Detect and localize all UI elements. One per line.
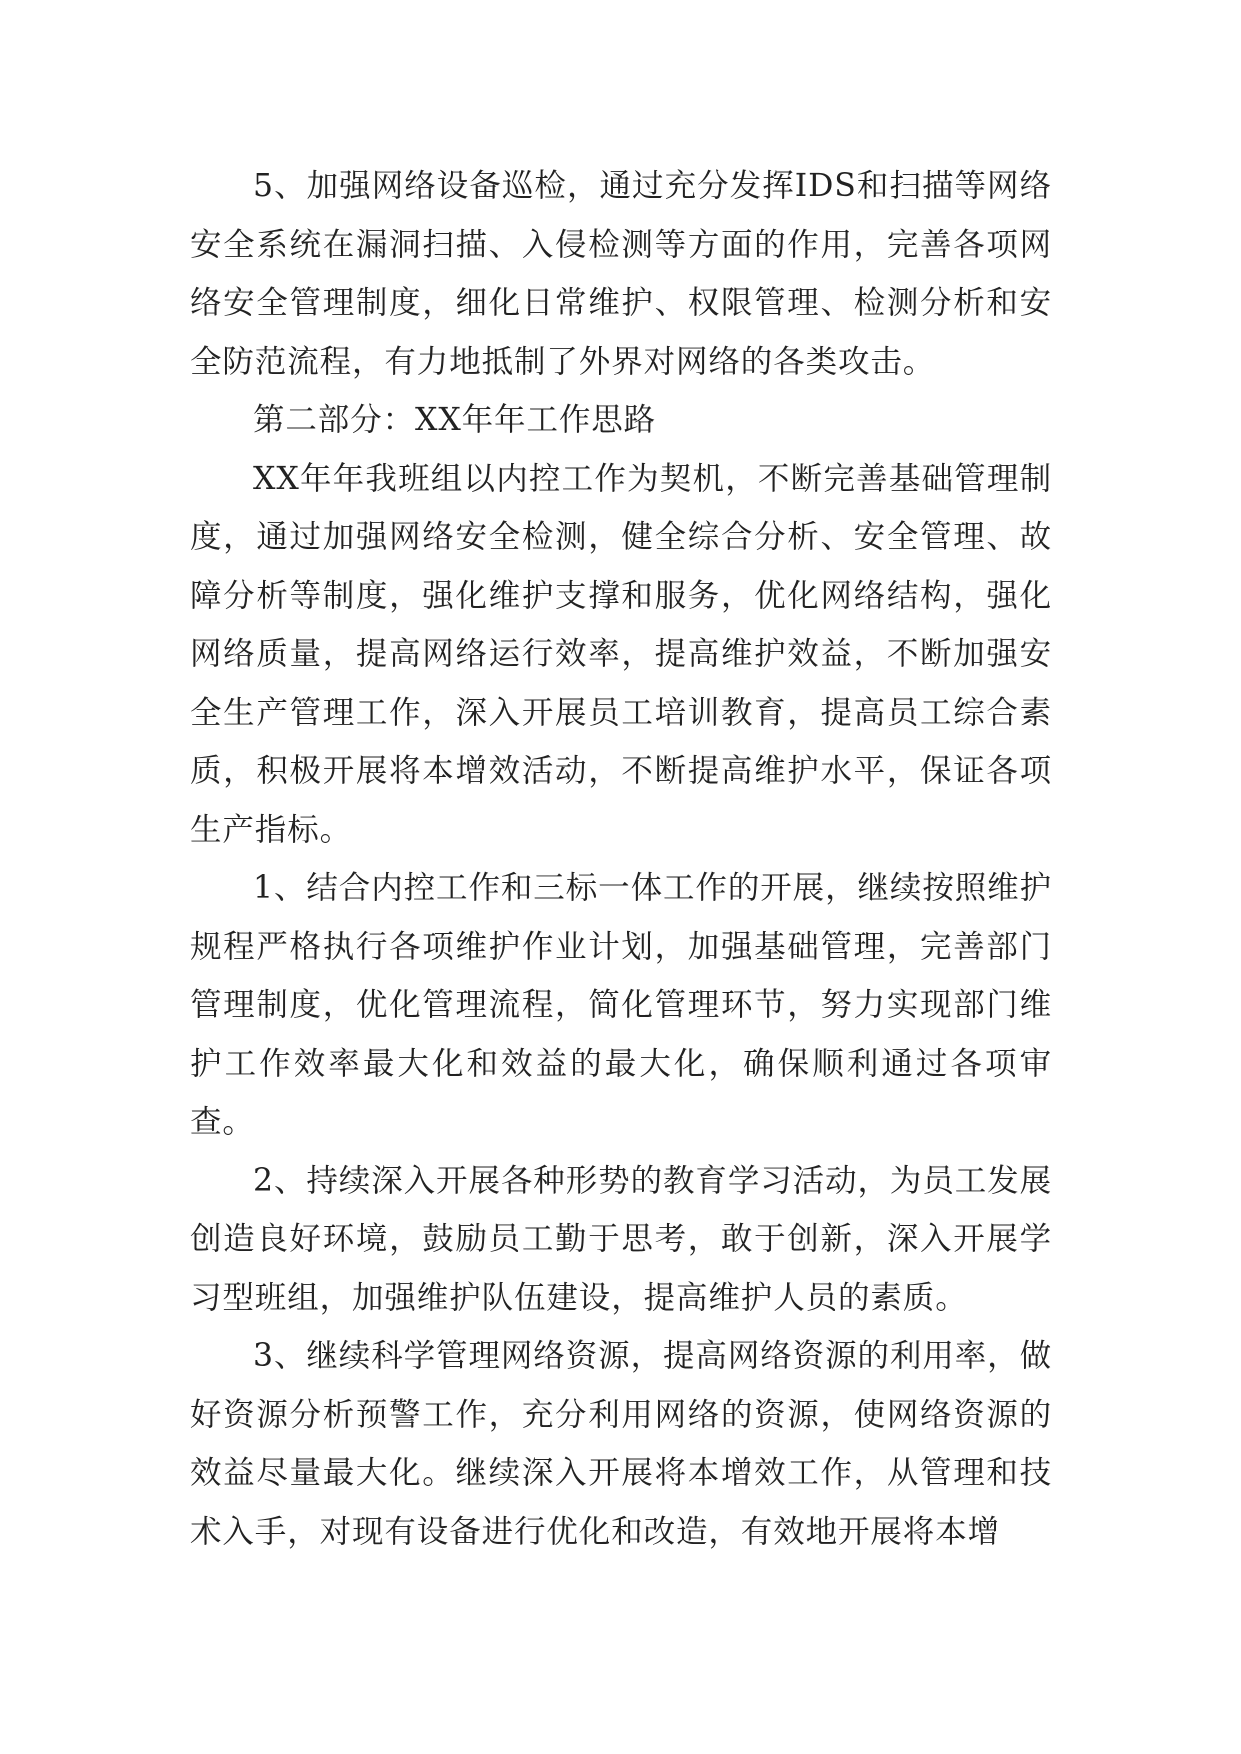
paragraph-work-plan-intro: XX年年我班组以内控工作为契机，不断完善基础管理制度，通过加强网络安全检测，健全综合分析、安全管理、故障分析等制度，强化维护支撑和服务，优化网络结构，强化网络质量，提高网络运行效率，提高维护效益，不断加强安全生产管理工作，深入开展员工培训教育，提高员工综合素质，积极开展将本增效活动，不断提高维护水平，保证各项生产指标。 <box>190 460 1052 848</box>
document-body <box>190 157 1052 1561</box>
paragraph-item-1: 1、结合内控工作和三标一体工作的开展，继续按照维护规程严格执行各项维护作业计划，加强基础管理，完善部门管理制度，优化管理流程，简化管理环节，努力实现部门维护工作效率最大化和效益的最大化，确保顺利通过各项审查。 <box>190 870 1052 1140</box>
paragraph-item-2: 2、持续深入开展各种形势的教育学习活动，为员工发展创造良好环境，鼓励员工勤于思考，敢于创新，深入开展学习型班组，加强维护队伍建设，提高维护人员的素质。 <box>190 1162 1052 1316</box>
section-heading-part-two: 第二部分：XX年年工作思路 <box>253 402 657 438</box>
paragraph-item-5-inspection: 5、加强网络设备巡检，通过充分发挥IDS和扫描等网络安全系统在漏洞扫描、入侵检测等方面的作用，完善各项网络安全管理制度，细化日常维护、权限管理、检测分析和安全防范流程，有力地抵制了外界对网络的各类攻击。 <box>190 168 1052 380</box>
paragraph-item-3: 3、继续科学管理网络资源，提高网络资源的利用率，做好资源分析预警工作，充分利用网络的资源，使网络资源的效益尽量最大化。继续深入开展将本增效工作，从管理和技术入手，对现有设备进行优化和改造，有效地开展将本增 <box>190 1338 1052 1550</box>
